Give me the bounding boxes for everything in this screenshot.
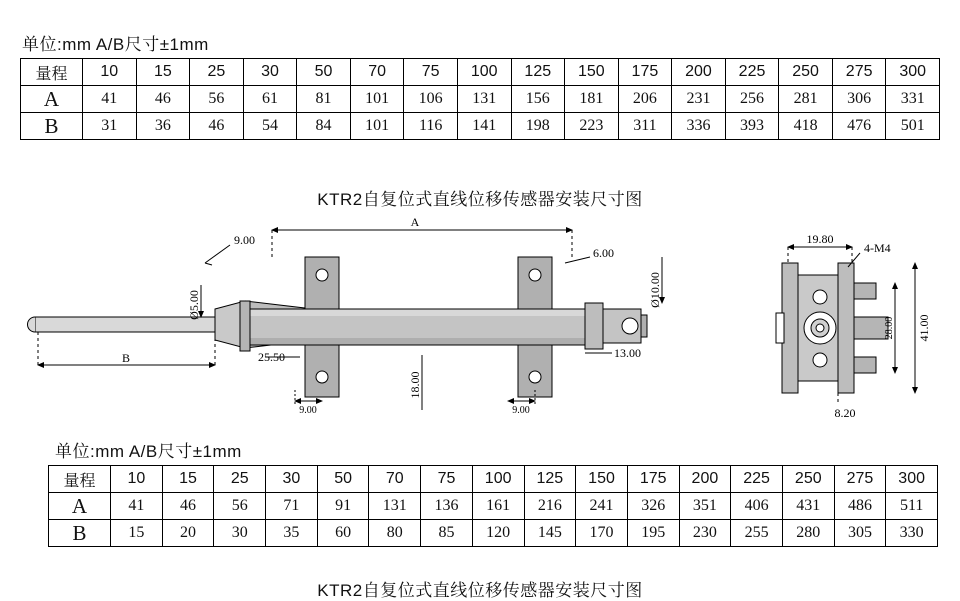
column-header: 225 — [725, 59, 779, 86]
column-header: 75 — [421, 466, 473, 493]
table-cell: 195 — [627, 520, 679, 547]
table-cell: 255 — [731, 520, 783, 547]
dim-41-00: 41.00 — [917, 314, 931, 342]
table-cell: 161 — [472, 493, 524, 520]
table-cell: 170 — [576, 520, 628, 547]
unit-caption-bottom: 单位:mm A/B尺寸±1mm — [55, 442, 242, 461]
table-cell: 206 — [618, 86, 672, 113]
table-cell: 85 — [421, 520, 473, 547]
table-cell: 486 — [834, 493, 886, 520]
column-header: 150 — [565, 59, 619, 86]
table-cell: 71 — [266, 493, 318, 520]
table-cell: 36 — [136, 113, 190, 140]
column-header: 70 — [350, 59, 404, 86]
dim-9-00: 9.00 — [234, 233, 255, 247]
table-row — [21, 86, 940, 113]
table-cell: 46 — [162, 493, 214, 520]
table-cell: 418 — [779, 113, 833, 140]
table-cell: 431 — [782, 493, 834, 520]
table-cell: 223 — [565, 113, 619, 140]
table-cell: 305 — [834, 520, 886, 547]
table-cell: 131 — [369, 493, 421, 520]
dim-28-00: 28.00 — [884, 316, 895, 340]
dim-phi10: Ø10.00 — [648, 272, 662, 308]
column-header: 125 — [511, 59, 565, 86]
row-label: A — [49, 493, 111, 520]
dim-a-label: A — [410, 215, 420, 229]
row-label: B — [21, 113, 83, 140]
dim-6-00: 6.00 — [593, 246, 614, 260]
table-row — [49, 520, 938, 547]
column-header: 250 — [779, 59, 833, 86]
table-cell: 56 — [190, 86, 244, 113]
sensor-drawing — [0, 205, 960, 420]
table-cell: 406 — [731, 493, 783, 520]
table-cell: 20 — [162, 520, 214, 547]
table-cell: 136 — [421, 493, 473, 520]
column-header: 75 — [404, 59, 458, 86]
column-header: 10 — [111, 466, 163, 493]
table-cell: 46 — [190, 113, 244, 140]
dim-4-m4: 4-M4 — [864, 241, 891, 255]
figure-title: KTR2自复位式直线位移传感器安装尺寸图 — [317, 190, 643, 209]
column-header: 175 — [618, 59, 672, 86]
table-cell: 15 — [111, 520, 163, 547]
column-header: 175 — [627, 466, 679, 493]
table-cell: 30 — [214, 520, 266, 547]
column-header: 250 — [782, 466, 834, 493]
column-header: 275 — [834, 466, 886, 493]
table-cell: 56 — [214, 493, 266, 520]
table-cell: 41 — [111, 493, 163, 520]
dim-9-left: 9.00 — [299, 405, 317, 416]
table-cell: 91 — [317, 493, 369, 520]
column-header: 100 — [472, 466, 524, 493]
table-cell: 306 — [832, 86, 886, 113]
table-cell: 101 — [350, 86, 404, 113]
row-label: B — [49, 520, 111, 547]
column-header: 125 — [524, 466, 576, 493]
dim-18-00: 18.00 — [408, 371, 422, 399]
table-cell: 116 — [404, 113, 458, 140]
column-header: 30 — [243, 59, 297, 86]
table-cell: 81 — [297, 86, 351, 113]
table-cell: 476 — [832, 113, 886, 140]
column-header: 25 — [214, 466, 266, 493]
table-cell: 230 — [679, 520, 731, 547]
table-cell: 145 — [524, 520, 576, 547]
table-cell: 54 — [243, 113, 297, 140]
column-header: 15 — [162, 466, 214, 493]
column-header: 150 — [576, 466, 628, 493]
column-header: 200 — [679, 466, 731, 493]
table-cell: 281 — [779, 86, 833, 113]
dim-8-20: 8.20 — [834, 406, 856, 420]
dim-13-00: 13.00 — [614, 346, 641, 360]
column-header: 15 — [136, 59, 190, 86]
dim-b-label: B — [121, 351, 131, 365]
table-cell: 336 — [672, 113, 726, 140]
table-cell: 80 — [369, 520, 421, 547]
table-cell: 84 — [297, 113, 351, 140]
table-row — [49, 493, 938, 520]
table-cell: 198 — [511, 113, 565, 140]
table-cell: 241 — [576, 493, 628, 520]
dimension-table-bottom — [48, 465, 938, 547]
table-cell: 326 — [627, 493, 679, 520]
column-header: 275 — [832, 59, 886, 86]
table-cell: 331 — [886, 86, 940, 113]
unit-caption-top: 单位:mm A/B尺寸±1mm — [22, 35, 209, 54]
table-cell: 280 — [782, 520, 834, 547]
table-row — [49, 466, 938, 493]
table-cell: 330 — [886, 520, 938, 547]
column-header: 25 — [190, 59, 244, 86]
table-cell: 106 — [404, 86, 458, 113]
table-cell: 181 — [565, 86, 619, 113]
table-cell: 35 — [266, 520, 318, 547]
figure-title-bottom: KTR2自复位式直线位移传感器安装尺寸图 — [317, 581, 643, 600]
table-cell: 511 — [886, 493, 938, 520]
column-header: 50 — [317, 466, 369, 493]
table-cell: 216 — [524, 493, 576, 520]
table-cell: 120 — [472, 520, 524, 547]
dim-phi5: Ø5.00 — [187, 290, 201, 320]
table-cell: 231 — [672, 86, 726, 113]
table-cell: 41 — [83, 86, 137, 113]
table-row — [21, 113, 940, 140]
column-header: 300 — [886, 466, 938, 493]
dim-19-80: 19.80 — [806, 232, 834, 246]
table-cell: 351 — [679, 493, 731, 520]
dimension-table-top — [20, 58, 940, 140]
table-cell: 156 — [511, 86, 565, 113]
table-cell: 131 — [457, 86, 511, 113]
row-label: 量程 — [49, 466, 111, 493]
table-cell: 61 — [243, 86, 297, 113]
row-label: 量程 — [21, 59, 83, 86]
column-header: 70 — [369, 466, 421, 493]
table-cell: 393 — [725, 113, 779, 140]
column-header: 10 — [83, 59, 137, 86]
column-header: 200 — [672, 59, 726, 86]
column-header: 50 — [297, 59, 351, 86]
table-cell: 141 — [457, 113, 511, 140]
table-row — [21, 59, 940, 86]
column-header: 100 — [457, 59, 511, 86]
table-cell: 256 — [725, 86, 779, 113]
dim-25-50: 25.50 — [258, 350, 285, 364]
table-cell: 60 — [317, 520, 369, 547]
table-cell: 31 — [83, 113, 137, 140]
column-header: 300 — [886, 59, 940, 86]
column-header: 225 — [731, 466, 783, 493]
column-header: 30 — [266, 466, 318, 493]
row-label: A — [21, 86, 83, 113]
table-cell: 311 — [618, 113, 672, 140]
table-cell: 46 — [136, 86, 190, 113]
dim-9-right: 9.00 — [512, 405, 530, 416]
table-cell: 101 — [350, 113, 404, 140]
table-cell: 501 — [886, 113, 940, 140]
